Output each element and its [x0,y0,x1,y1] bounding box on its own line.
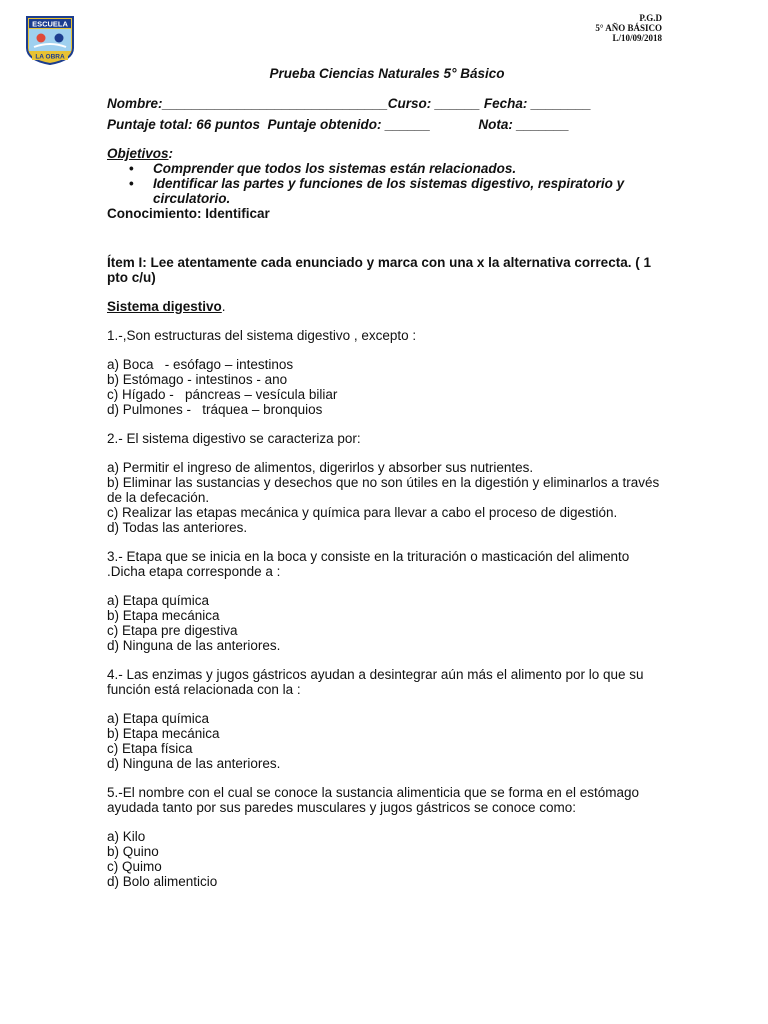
puntaje-total: Puntaje total: 66 puntos [107,117,261,132]
header-info [595,13,662,43]
option-d[interactable]: d) Ninguna de las anteriores. [107,638,281,653]
option-a[interactable]: a) Kilo [107,829,146,844]
section-title [107,299,667,314]
question-2 [107,431,667,535]
option-a[interactable]: a) Boca - esófago – intestinos [107,357,294,372]
objectives-label: Objetivos [107,146,169,161]
puntaje-obtenido-field[interactable]: Puntaje obtenido: ______ [267,117,431,132]
section-title-text: Sistema digestivo [107,299,222,314]
school-crest-icon [24,14,76,66]
option-c[interactable]: c) Quimo [107,859,162,874]
exam-content [107,66,667,889]
question-1 [107,328,667,417]
curso-field[interactable]: Curso: ______ [387,96,481,111]
header-line-2: 5° AÑO BÁSICO [595,23,662,33]
objectives-list [107,161,667,206]
option-b[interactable]: b) Eliminar las sustancias y desechos que no son útiles en la digestión y eliminarlos a través de la defecación. [107,475,660,505]
question-4 [107,667,667,771]
option-b[interactable]: b) Etapa mecánica [107,726,220,741]
options-list [107,460,667,535]
logo-text-bottom: LA OBRA [35,53,65,61]
option-a[interactable]: a) Etapa química [107,593,210,608]
score-row [107,117,667,132]
header-line-1: P.G.D [639,13,662,23]
question-text: 4.- Las enzimas y jugos gástricos ayudan a desintegrar aún más el alimento por lo que su función está relacionada con la : [107,667,644,697]
nombre-field[interactable]: Nombre:______________________________ [107,96,388,111]
option-d[interactable]: d) Bolo alimenticio [107,874,218,889]
objectives-heading [107,146,667,161]
option-a[interactable]: a) Etapa química [107,711,210,726]
options-list [107,711,667,771]
option-a[interactable]: a) Permitir el ingreso de alimentos, digerirlos y absorber sus nutrientes. [107,460,534,475]
option-d[interactable]: d) Todas las anteriores. [107,520,248,535]
option-c[interactable]: c) Etapa pre digestiva [107,623,238,638]
option-b[interactable]: b) Estómago - intestinos - ano [107,372,288,387]
option-c[interactable]: c) Realizar las etapas mecánica y química para llevar a cabo el proceso de digestión. [107,505,618,520]
option-c[interactable]: c) Etapa física [107,741,193,756]
option-c[interactable]: c) Hígado - páncreas – vesícula biliar [107,387,338,402]
option-b[interactable]: b) Quino [107,844,159,859]
nota-field[interactable]: Nota: _______ [478,117,570,132]
question-text: 3.- Etapa que se inicia en la boca y consiste en la trituración o masticación del alimento .Dicha etapa corresponde a : [107,549,630,579]
school-logo [24,14,76,66]
option-d[interactable]: d) Pulmones - tráquea – bronquios [107,402,323,417]
options-list [107,593,667,653]
question-text: 1.-,Son estructuras del sistema digestivo , excepto : [107,328,417,343]
option-b[interactable]: b) Etapa mecánica [107,608,220,623]
fecha-field[interactable]: Fecha: ________ [483,96,592,111]
objective-item: • Identificar las partes y funciones de los sistemas digestivo, respiratorio y circulatorio. [153,176,667,206]
question-text: 2.- El sistema digestivo se caracteriza por: [107,431,361,446]
page-title: Prueba Ciencias Naturales 5° Básico [269,66,505,81]
logo-text-top: ESCUELA [32,19,68,29]
options-list [107,829,667,889]
section-title-period: . [221,299,226,314]
objectives-colon: : [168,146,174,161]
item-heading: Ítem I: Lee atentamente cada enunciado y marca con una x la alternativa correcta. ( 1 pto c/u) [107,255,651,285]
knowledge-line: Conocimiento: Identificar [107,206,270,221]
option-d[interactable]: d) Ninguna de las anteriores. [107,756,281,771]
question-5 [107,785,667,889]
student-info-row [107,96,667,111]
objective-item: • Comprender que todos los sistemas están relacionados. [153,161,667,176]
question-text: 5.-El nombre con el cual se conoce la sustancia alimenticia que se forma en el estómago ayudada tanto por sus paredes musculares y jugos gástricos se conoce como: [107,785,640,815]
header-line-3: L/10/09/2018 [612,33,662,43]
question-3 [107,549,667,653]
options-list [107,357,667,417]
